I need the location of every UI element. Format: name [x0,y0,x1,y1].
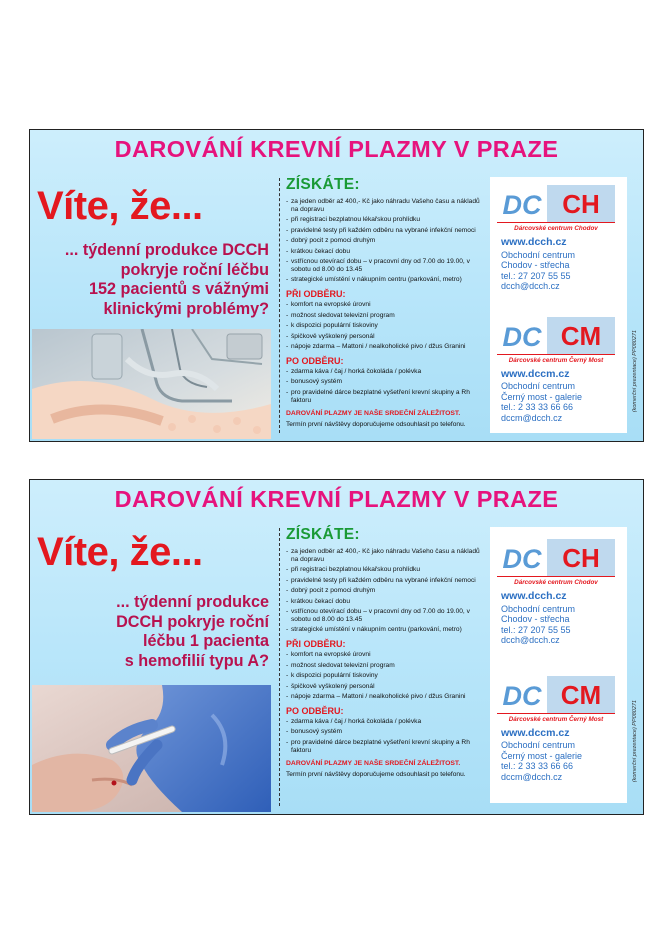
ad-title: DAROVÁNÍ KREVNÍ PLAZMY V PRAZE [114,136,559,162]
logo-dc-text: DC [502,321,542,352]
logo-ch-text: CH [547,185,615,223]
logo-caption: Dárcovské centrum Černý Most [508,356,604,364]
list-item: - bonusový systém [286,728,486,736]
list-item: - vstřícnou otevírací dobu – v pracovní dny od 7.00 do 19.00, v sobotu od 8.00 do 13.45 [286,258,486,274]
list-item: - pro pravidelné dárce bezplatné vyšetření krevní skupiny a Rh faktoru [286,389,486,405]
dccm-logo [497,676,621,723]
ziskate-list [286,548,486,634]
website-link[interactable]: www.dccm.cz [501,367,570,380]
logo-underline [497,354,615,355]
fact-text [42,593,269,671]
logo-underline [497,576,615,577]
contact-phone: tel.: 27 207 55 55 [501,624,571,635]
logo-caption: Dárcovské centrum Chodov [514,579,598,586]
fact-line: klinickými problémy? [103,299,269,318]
po-odberu-heading: PO ODBĚRU: [286,355,344,366]
logo-caption: Dárcovské centrum Chodov [514,225,598,232]
contact-line: Obchodní centrum [501,249,576,260]
pri-odberu-list [286,651,486,701]
list-item: - pravidelné testy při každém odběru na vybrané infekční nemoci [286,577,486,585]
logo-caption: Dárcovské centrum Černý Most [508,715,604,723]
list-item: - pravidelné testy při každém odběru na vybrané infekční nemoci [286,227,486,235]
fact-line: léčbu 1 pacienta [143,632,269,650]
list-item: - při registraci bezplatnou lékařskou prohlídku [286,216,486,224]
phone-note: Termín první návštěvy doporučujeme odsouhlasit po telefonu. [286,770,466,778]
list-item: - zdarma káva / čaj / horká čokoláda / polévka [286,368,486,376]
fact-line: pokryje roční léčbu [120,260,269,279]
dcch-logo [497,185,621,232]
dashed-divider [279,528,280,806]
contact-line: Obchodní centrum [501,603,576,614]
ziskate-heading: ZÍSKÁTE: [286,176,360,193]
benefits-column [286,526,486,778]
pri-odberu-heading: PŘI ODBĚRU: [286,289,346,300]
list-item: - krátkou čekací dobu [286,248,486,256]
ziskate-heading: ZÍSKÁTE: [286,526,360,543]
fact-line: ... týdenní produkce DCCH [64,241,269,259]
list-item: - špičkově vyškolený personál [286,683,486,691]
contact-email[interactable]: dcch@dcch.cz [501,281,560,291]
logo-underline [497,222,615,223]
list-item: - možnost sledovat televizní program [286,312,486,320]
contact-phone: tel.: 2 33 33 66 66 [501,761,574,771]
po-odberu-list [286,368,486,405]
contact-email[interactable]: dccm@dcch.cz [501,412,563,423]
list-item: - dobrý pocit z pomoci druhým [286,587,486,595]
headline: Víte, že... [37,530,203,574]
contact-line: Obchodní centrum [501,740,576,750]
contact-line: Chodov - střecha [501,260,570,270]
contact-email[interactable]: dcch@dcch.cz [501,635,560,645]
pri-odberu-heading: PŘI ODBĚRU: [286,639,346,650]
list-item: - bonusový systém [286,378,486,386]
po-odberu-heading: PO ODBĚRU: [286,705,344,716]
fact-line: s hemofilií typu A? [124,651,269,670]
headline: Víte, že... [37,184,203,228]
logo-dc-text: DC [502,680,542,711]
logo-underline [497,713,615,714]
dccm-contact [501,728,627,783]
ad-title: DAROVÁNÍ KREVNÍ PLAZMY V PRAZE [114,486,559,512]
dcch-logo [497,539,621,586]
dccm-logo [497,317,621,364]
contact-email[interactable]: dccm@dcch.cz [501,771,563,782]
list-item: - zdarma káva / čaj / horká čokoláda / polévka [286,718,486,726]
list-item: - za jeden odběr až 400,- Kč jako náhradu Vašeho času a nákladů na dopravu [286,198,486,214]
list-item: - komfort na evropské úrovni [286,301,486,309]
advertisement-1 [29,129,644,442]
list-item: - špičkově vyškolený personál [286,333,486,341]
list-item: - komfort na evropské úrovni [286,651,486,659]
list-item: - možnost sledovat televizní program [286,662,486,670]
fact-line: DCCH pokryje roční [116,612,269,631]
list-item: - k dispozici populární tiskoviny [286,672,486,680]
ziskate-list [286,198,486,284]
fact-line: ... týdenní produkce [116,593,269,611]
dcch-contact [501,237,627,292]
logo-cm-text: CM [547,317,615,355]
photo-gloved-hand [32,685,271,812]
contact-line: Černý most - galerie [501,391,583,402]
dcch-contact [501,591,627,646]
photo-donation-equipment [32,329,271,439]
list-item: - nápoje zdarma – Mattoni / nealkoholické pivo / džus Granini [286,343,486,351]
list-item: - pro pravidelné dárce bezplatné vyšetření krevní skupiny a Rh faktoru [286,739,486,755]
pri-odberu-list [286,301,486,351]
contact-line: Chodov - střecha [501,614,570,624]
contact-phone: tel.: 27 207 55 55 [501,270,571,281]
po-odberu-list [286,718,486,755]
list-item: - za jeden odběr až 400,- Kč jako náhradu Vašeho času a nákladů na dopravu [286,548,486,564]
slogan: DAROVÁNÍ PLAZMY JE NAŠE SRDEČNÍ ZÁLEŽITOST. [286,759,461,767]
centers-panel [490,527,627,803]
side-note: (komerční prezentace) PP080271 [632,700,638,783]
list-item: - strategické umístění v nákupním centru (parkování, metro) [286,626,486,634]
website-link[interactable]: www.dcch.cz [501,236,567,248]
contact-line: Černý most - galerie [501,750,583,761]
dccm-contact [501,369,627,424]
list-item: - k dispozici populární tiskoviny [286,322,486,330]
logo-cm-text: CM [547,676,615,714]
phone-note: Termín první návštěvy doporučujeme odsouhlasit po telefonu. [286,420,466,428]
dashed-divider [279,178,280,433]
slogan: DAROVÁNÍ PLAZMY JE NAŠE SRDEČNÍ ZÁLEŽITOST. [286,409,461,417]
logo-dc-text: DC [502,190,542,220]
website-link[interactable]: www.dcch.cz [501,590,567,602]
advertisement-2 [29,479,644,815]
fact-text [42,241,269,319]
side-note: (komerční prezentace) PP080271 [632,330,638,413]
logo-ch-text: CH [547,539,615,577]
contact-line: Obchodní centrum [501,381,576,391]
list-item: - strategické umístění v nákupním centru (parkování, metro) [286,276,486,284]
list-item: - dobrý pocit z pomoci druhým [286,237,486,245]
list-item: - nápoje zdarma – Mattoni / nealkoholické pivo / džus Granini [286,693,486,701]
list-item: - krátkou čekací dobu [286,598,486,606]
fact-line: 152 pacientů s vážnými [89,280,269,298]
list-item: - vstřícnou otevírací dobu – v pracovní dny od 7.00 do 19.00, v sobotu od 8.00 do 13.45 [286,608,486,624]
website-link[interactable]: www.dccm.cz [501,726,570,739]
contact-phone: tel.: 2 33 33 66 66 [501,402,574,412]
benefits-column [286,176,486,428]
list-item: - při registraci bezplatnou lékařskou prohlídku [286,566,486,574]
centers-panel [490,177,627,433]
logo-dc-text: DC [502,544,542,574]
